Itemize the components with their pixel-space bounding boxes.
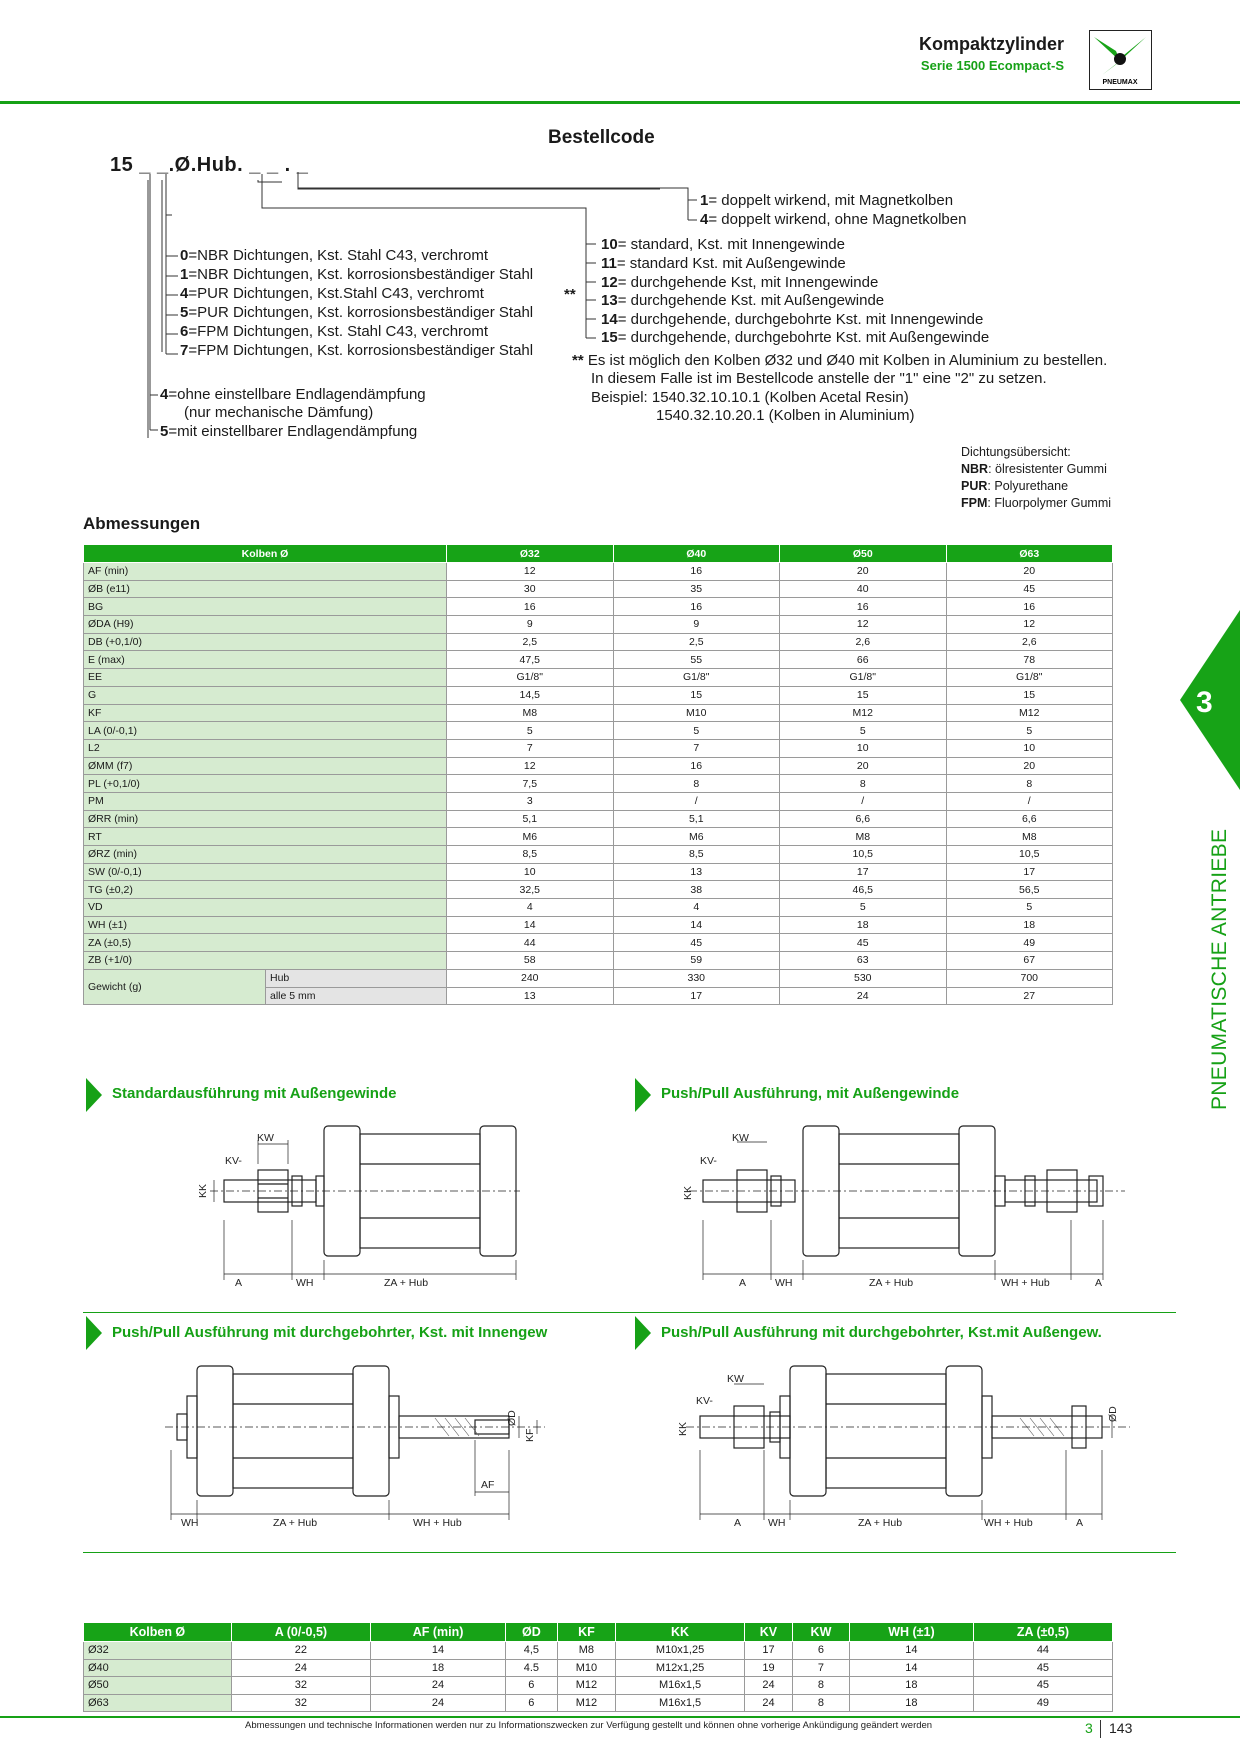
table-cell: 8 (946, 775, 1113, 793)
dim-kk-label: KK (677, 1421, 689, 1436)
table-cell: 15 (613, 686, 780, 704)
seal-option-0: 0=NBR Dichtungen, Kst. Stahl C43, verchromt (180, 247, 489, 264)
section-divider (83, 1312, 1176, 1313)
table-cell: 16 (780, 598, 947, 616)
piston-option-1: 1= doppelt wirkend, mit Magnetkolben (700, 192, 954, 209)
table-row (84, 651, 1113, 669)
row-label: ZA (±0,5) (84, 934, 447, 952)
section-divider (83, 1552, 1176, 1553)
table-cell: 5 (780, 722, 947, 740)
dim-za-label: ZA + Hub (869, 1277, 914, 1289)
table-cell: 45 (973, 1659, 1112, 1677)
drawing-4 (677, 1360, 1130, 1530)
logo-text: PNEUMAX (1102, 79, 1138, 86)
table-cell: 15 (780, 686, 947, 704)
table-cell: 16 (613, 563, 780, 581)
note-line-1: ** Es ist möglich den Kolben Ø32 und Ø40 mit Kolben in Aluminium zu bestellen. (572, 352, 1108, 369)
dim-wh-label: WH (768, 1517, 786, 1529)
row-label: EE (84, 669, 447, 687)
table-cell: 7 (613, 739, 780, 757)
table-cell: M6 (613, 828, 780, 846)
drawing-3-title: Push/Pull Ausführung mit durchgebohrter, Kst. mit Innengew (112, 1324, 548, 1341)
table-cell: 49 (946, 934, 1113, 952)
row-label: G (84, 686, 447, 704)
table-cell: 12 (946, 616, 1113, 634)
table-cell: 8,5 (613, 846, 780, 864)
row-label: PL (+0,1/0) (84, 775, 447, 793)
table-row (84, 669, 1113, 687)
rod-option-13: 13= durchgehende Kst. mit Außengewinde (601, 292, 885, 309)
cushion-option-4: 4=ohne einstellbare Endlagendämpfung (160, 386, 426, 403)
seal-option-6: 6=FPM Dichtungen, Kst. Stahl C43, verchromt (180, 323, 489, 340)
row-sublabel: Hub (266, 969, 447, 987)
dim-kv-label: KV- (225, 1155, 242, 1167)
row-label: Ø63 (84, 1694, 232, 1712)
seal-overview-fpm: FPM: Fluorpolymer Gummi (961, 496, 1112, 510)
row-sublabel: alle 5 mm (266, 987, 447, 1005)
table-cell: 17 (946, 863, 1113, 881)
col-header: A (0/-0,5) (231, 1623, 370, 1642)
table-cell: 78 (946, 651, 1113, 669)
table-cell: 14 (849, 1642, 973, 1660)
table-row (84, 1659, 1113, 1677)
dim-a-label: A (739, 1277, 747, 1289)
table-cell: M12 (780, 704, 947, 722)
table-cell: 20 (946, 563, 1113, 581)
rod-option-11: 11= standard Kst. mit Außengewinde (601, 255, 846, 272)
dimensions-title: Abmessungen (83, 514, 201, 533)
note-line-4: 1540.32.10.20.1 (Kolben in Aluminium) (656, 407, 915, 424)
table-cell: 5 (946, 899, 1113, 917)
dim-kw-label: KW (257, 1132, 274, 1144)
chapter-title: PNEUMATISCHE ANTRIEBE (1208, 828, 1231, 1110)
dim-a2-label: A (1095, 1277, 1103, 1289)
dim-wh-hub-label: WH + Hub (1001, 1277, 1050, 1289)
row-label: ZB (+1/0) (84, 952, 447, 970)
col-header: KF (557, 1623, 616, 1642)
cushion-option-4-note: (nur mechanische Dämfung) (184, 404, 374, 421)
row-label: BG (84, 598, 447, 616)
rod-option-15: 15= durchgehende, durchgebohrte Kst. mit Außengewinde (601, 329, 990, 346)
table-cell: 45 (780, 934, 947, 952)
table-cell: 45 (973, 1677, 1112, 1695)
table-cell: 30 (447, 580, 614, 598)
pneumax-logo (1089, 30, 1152, 90)
table-cell: 63 (780, 952, 947, 970)
table-cell: M10 (613, 704, 780, 722)
row-label: VD (84, 899, 447, 917)
table-row (84, 757, 1113, 775)
table-row (84, 704, 1113, 722)
table-row (84, 863, 1113, 881)
table-row (84, 1694, 1113, 1712)
cushion-option-5: 5=mit einstellbarer Endlagendämpfung (160, 423, 418, 440)
table-cell: 24 (744, 1694, 792, 1712)
table-cell: M12 (946, 704, 1113, 722)
table-cell: G1/8" (613, 669, 780, 687)
table-cell: M10x1,25 (616, 1642, 745, 1660)
table-cell: 2,6 (780, 633, 947, 651)
order-code: 15 _ _.Ø.Hub. _ _ . _ (110, 154, 309, 176)
table-cell: 700 (946, 969, 1113, 987)
seal-option-4: 4=PUR Dichtungen, Kst.Stahl C43, verchromt (180, 285, 484, 302)
table-cell: 6,6 (780, 810, 947, 828)
col-header: KW (792, 1623, 849, 1642)
table-cell: / (613, 792, 780, 810)
table-cell: 12 (780, 616, 947, 634)
table-cell: 24 (231, 1659, 370, 1677)
table-row (84, 686, 1113, 704)
table-cell: 18 (946, 916, 1113, 934)
table-cell: 45 (946, 580, 1113, 598)
table-row (84, 616, 1113, 634)
row-label: Ø40 (84, 1659, 232, 1677)
table-cell: 56,5 (946, 881, 1113, 899)
footer-divider (0, 1716, 1240, 1718)
table-cell: 9 (613, 616, 780, 634)
dim-za-label: ZA + Hub (384, 1277, 429, 1289)
section-arrow-icon (86, 1078, 102, 1112)
col-header: Ø50 (780, 545, 947, 563)
dim-za-label: ZA + Hub (858, 1517, 903, 1529)
col-header: Kolben Ø (84, 545, 447, 563)
table-cell: 19 (744, 1659, 792, 1677)
table-cell: 17 (744, 1642, 792, 1660)
table-cell: 9 (447, 616, 614, 634)
table-cell: 2,5 (447, 633, 614, 651)
row-label: DB (+0,1/0) (84, 633, 447, 651)
table-cell: 13 (613, 863, 780, 881)
dim-a2-label: A (1076, 1517, 1084, 1529)
row-label: LA (0/-0,1) (84, 722, 447, 740)
row-label: Gewicht (g) (84, 969, 266, 1004)
rod-option-12: 12= durchgehende Kst, mit Innengewinde (601, 274, 879, 291)
header-divider (0, 101, 1240, 104)
table-cell: 14 (849, 1659, 973, 1677)
row-label: ØB (e11) (84, 580, 447, 598)
table-row (84, 563, 1113, 581)
footer-chapter: 3 (1085, 1720, 1093, 1736)
table-cell: G1/8" (447, 669, 614, 687)
page-subtitle: Serie 1500 Ecompact-S (920, 58, 1064, 73)
table-cell: 5 (447, 722, 614, 740)
table-cell: 18 (371, 1659, 506, 1677)
col-header: KV (744, 1623, 792, 1642)
table-cell: 20 (946, 757, 1113, 775)
table-cell: 58 (447, 952, 614, 970)
dim-af-label: AF (481, 1479, 495, 1491)
dim-a-label: A (235, 1277, 243, 1289)
table-cell: 6,6 (946, 810, 1113, 828)
footer-disclaimer: Abmessungen und technische Informationen werden nur zu Informationszwecken zur Verfügung gestellt und können ohne vorherige Ankündigung geändert werden (245, 1720, 933, 1731)
table-row (84, 899, 1113, 917)
table-cell: 530 (780, 969, 947, 987)
table-cell: 10 (780, 739, 947, 757)
table-cell: 16 (613, 757, 780, 775)
table-row (84, 828, 1113, 846)
row-label: ØRR (min) (84, 810, 447, 828)
table-cell: 14 (613, 916, 780, 934)
drawing-1 (197, 1120, 520, 1290)
table-cell: 38 (613, 881, 780, 899)
table-cell: 35 (613, 580, 780, 598)
table-cell: 14,5 (447, 686, 614, 704)
table-cell: 5,1 (613, 810, 780, 828)
dim-za-label: ZA + Hub (273, 1517, 318, 1529)
row-label: TG (±0,2) (84, 881, 447, 899)
table-cell: 7 (447, 739, 614, 757)
dim-wh-label: WH (775, 1277, 793, 1289)
rod-option-14: 14= durchgehende, durchgebohrte Kst. mit Innengewinde (601, 311, 984, 328)
table-cell: 40 (780, 580, 947, 598)
table-row (84, 1677, 1113, 1695)
dim-wh-hub-label: WH + Hub (984, 1517, 1033, 1529)
dimension-key-table (83, 1622, 1113, 1712)
table-row (84, 934, 1113, 952)
table-cell: / (946, 792, 1113, 810)
table-cell: 2,6 (946, 633, 1113, 651)
table-cell: 24 (744, 1677, 792, 1695)
section-arrow-icon (635, 1078, 651, 1112)
row-label: KF (84, 704, 447, 722)
table-cell: 4.5 (506, 1659, 558, 1677)
table-cell: 16 (447, 598, 614, 616)
seal-overview-nbr: NBR: ölresistenter Gummi (961, 462, 1107, 476)
table-cell: 330 (613, 969, 780, 987)
table-cell: 20 (780, 757, 947, 775)
table-cell: 44 (447, 934, 614, 952)
table-row (84, 1642, 1113, 1660)
table-cell: 18 (849, 1694, 973, 1712)
dim-kf-label: KF (524, 1428, 536, 1442)
table-cell: 5 (613, 722, 780, 740)
table-row (84, 598, 1113, 616)
col-header: Kolben Ø (84, 1623, 232, 1642)
row-label: SW (0/-0,1) (84, 863, 447, 881)
table-cell: 4,5 (506, 1642, 558, 1660)
table-cell: 8 (792, 1677, 849, 1695)
table-cell: M16x1,5 (616, 1677, 745, 1695)
table-cell: 12 (447, 563, 614, 581)
rod-option-10: 10= standard, Kst. mit Innengewinde (601, 236, 845, 253)
note-line-2: In diesem Falle ist im Bestellcode anstelle der "1" eine "2" zu setzen. (591, 370, 1047, 387)
table-cell: / (780, 792, 947, 810)
row-label: PM (84, 792, 447, 810)
dim-od-label: ØD (1107, 1406, 1119, 1422)
drawing-1-title: Standardausführung mit Außengewinde (112, 1085, 397, 1102)
table-cell: 6 (506, 1694, 558, 1712)
table-cell: 10 (447, 863, 614, 881)
table-row (84, 810, 1113, 828)
row-label: Ø32 (84, 1642, 232, 1660)
seal-overview-title: Dichtungsübersicht: (961, 445, 1071, 459)
table-row (84, 775, 1113, 793)
table-cell: 2,5 (613, 633, 780, 651)
table-cell: 6 (792, 1642, 849, 1660)
dimensions-header-row (84, 545, 1113, 563)
table-cell: M8 (780, 828, 947, 846)
table-cell: 14 (371, 1642, 506, 1660)
table-cell: 12 (447, 757, 614, 775)
table-cell: G1/8" (780, 669, 947, 687)
dim-kw-label: KW (732, 1132, 749, 1144)
table-cell: 240 (447, 969, 614, 987)
dim-kk-label: KK (682, 1185, 694, 1200)
table-cell: M10 (557, 1659, 616, 1677)
dim-kw-label: KW (727, 1373, 744, 1385)
col-header: ØD (506, 1623, 558, 1642)
table-cell: 22 (231, 1642, 370, 1660)
stars-marker: ** (564, 286, 576, 303)
drawing-2 (682, 1120, 1125, 1290)
seal-option-1: 1=NBR Dichtungen, Kst. korrosionsbeständiger Stahl (180, 266, 534, 283)
table-row (84, 580, 1113, 598)
table-cell: 5 (946, 722, 1113, 740)
dim-wh-hub-label: WH + Hub (413, 1517, 462, 1529)
table-cell: 32,5 (447, 881, 614, 899)
table-cell: 10 (946, 739, 1113, 757)
row-label: L2 (84, 739, 447, 757)
table-cell: 32 (231, 1694, 370, 1712)
table-cell: 24 (780, 987, 947, 1005)
table-cell: 10,5 (946, 846, 1113, 864)
seal-overview-pur: PUR: Polyurethane (961, 479, 1069, 493)
table-cell: 15 (946, 686, 1113, 704)
table-row (84, 792, 1113, 810)
table-cell: M16x1,5 (616, 1694, 745, 1712)
table-cell: 17 (780, 863, 947, 881)
table-cell: G1/8" (946, 669, 1113, 687)
dim-kk-label: KK (197, 1183, 209, 1198)
section-arrow-icon (86, 1316, 102, 1350)
table-cell: 16 (613, 598, 780, 616)
col-header: KK (616, 1623, 745, 1642)
row-label: ØMM (f7) (84, 757, 447, 775)
table-cell: M12 (557, 1677, 616, 1695)
table-cell: 47,5 (447, 651, 614, 669)
table-cell: 8 (780, 775, 947, 793)
dim-wh-label: WH (296, 1277, 314, 1289)
key-table-header-row (84, 1623, 1113, 1642)
dim-kv-label: KV- (696, 1395, 713, 1407)
table-cell: 5,1 (447, 810, 614, 828)
table-cell: M8 (557, 1642, 616, 1660)
table-cell: M6 (447, 828, 614, 846)
row-label: ØRZ (min) (84, 846, 447, 864)
col-header: Ø63 (946, 545, 1113, 563)
table-cell: 24 (371, 1694, 506, 1712)
footer-separator (1100, 1720, 1101, 1738)
page-title: Kompaktzylinder (918, 34, 1064, 54)
table-cell: 6 (506, 1677, 558, 1695)
table-row (84, 916, 1113, 934)
table-cell: 5 (780, 899, 947, 917)
table-row (84, 633, 1113, 651)
table-cell: 7 (792, 1659, 849, 1677)
table-cell: 7,5 (447, 775, 614, 793)
table-row (84, 969, 1113, 987)
page-number: 143 (1109, 1720, 1133, 1736)
table-cell: 59 (613, 952, 780, 970)
dim-kv-label: KV- (700, 1155, 717, 1167)
dim-od-label: ØD (506, 1410, 518, 1426)
table-cell: 44 (973, 1642, 1112, 1660)
order-code-title: Bestellcode (548, 127, 655, 148)
row-label: AF (min) (84, 563, 447, 581)
table-row (84, 881, 1113, 899)
table-cell: 67 (946, 952, 1113, 970)
drawing-4-title: Push/Pull Ausführung mit durchgebohrter, Kst.mit Außengew. (661, 1324, 1102, 1341)
row-label: ØDA (H9) (84, 616, 447, 634)
table-cell: 46,5 (780, 881, 947, 899)
table-cell: M12 (557, 1694, 616, 1712)
col-header: ZA (±0,5) (973, 1623, 1112, 1642)
table-cell: M8 (447, 704, 614, 722)
col-header: AF (min) (371, 1623, 506, 1642)
table-cell: 45 (613, 934, 780, 952)
row-label: RT (84, 828, 447, 846)
table-cell: 14 (447, 916, 614, 934)
seal-option-5: 5=PUR Dichtungen, Kst. korrosionsbeständiger Stahl (180, 304, 534, 321)
section-arrow-icon (635, 1316, 651, 1350)
table-row (84, 722, 1113, 740)
table-cell: 66 (780, 651, 947, 669)
table-cell: 8,5 (447, 846, 614, 864)
table-cell: 32 (231, 1677, 370, 1695)
table-cell: 4 (447, 899, 614, 917)
table-row (84, 739, 1113, 757)
col-header: WH (±1) (849, 1623, 973, 1642)
table-cell: 4 (613, 899, 780, 917)
drawing-3 (165, 1360, 545, 1530)
table-cell: 8 (613, 775, 780, 793)
table-cell: 27 (946, 987, 1113, 1005)
dim-a-label: A (734, 1517, 742, 1529)
piston-option-4: 4= doppelt wirkend, ohne Magnetkolben (700, 211, 967, 228)
table-cell: 3 (447, 792, 614, 810)
table-cell: 16 (946, 598, 1113, 616)
row-label: WH (±1) (84, 916, 447, 934)
col-header: Ø40 (613, 545, 780, 563)
table-cell: M12x1,25 (616, 1659, 745, 1677)
table-cell: 24 (371, 1677, 506, 1695)
table-cell: 17 (613, 987, 780, 1005)
table-cell: 8 (792, 1694, 849, 1712)
dim-wh-label: WH (181, 1517, 199, 1529)
table-cell: 20 (780, 563, 947, 581)
table-cell: 55 (613, 651, 780, 669)
drawing-2-title: Push/Pull Ausführung, mit Außengewinde (661, 1085, 960, 1102)
table-cell: 10,5 (780, 846, 947, 864)
chapter-number: 3 (1196, 686, 1213, 719)
note-line-3: Beispiel: 1540.32.10.10.1 (Kolben Acetal Resin) (591, 389, 909, 406)
table-cell: M8 (946, 828, 1113, 846)
table-cell: 18 (780, 916, 947, 934)
table-cell: 13 (447, 987, 614, 1005)
col-header: Ø32 (447, 545, 614, 563)
row-label: E (max) (84, 651, 447, 669)
table-cell: 49 (973, 1694, 1112, 1712)
dimensions-table (83, 544, 1113, 1005)
row-label: Ø50 (84, 1677, 232, 1695)
table-row (84, 952, 1113, 970)
table-row (84, 846, 1113, 864)
table-cell: 18 (849, 1677, 973, 1695)
seal-option-7: 7=FPM Dichtungen, Kst. korrosionsbeständiger Stahl (180, 342, 534, 359)
